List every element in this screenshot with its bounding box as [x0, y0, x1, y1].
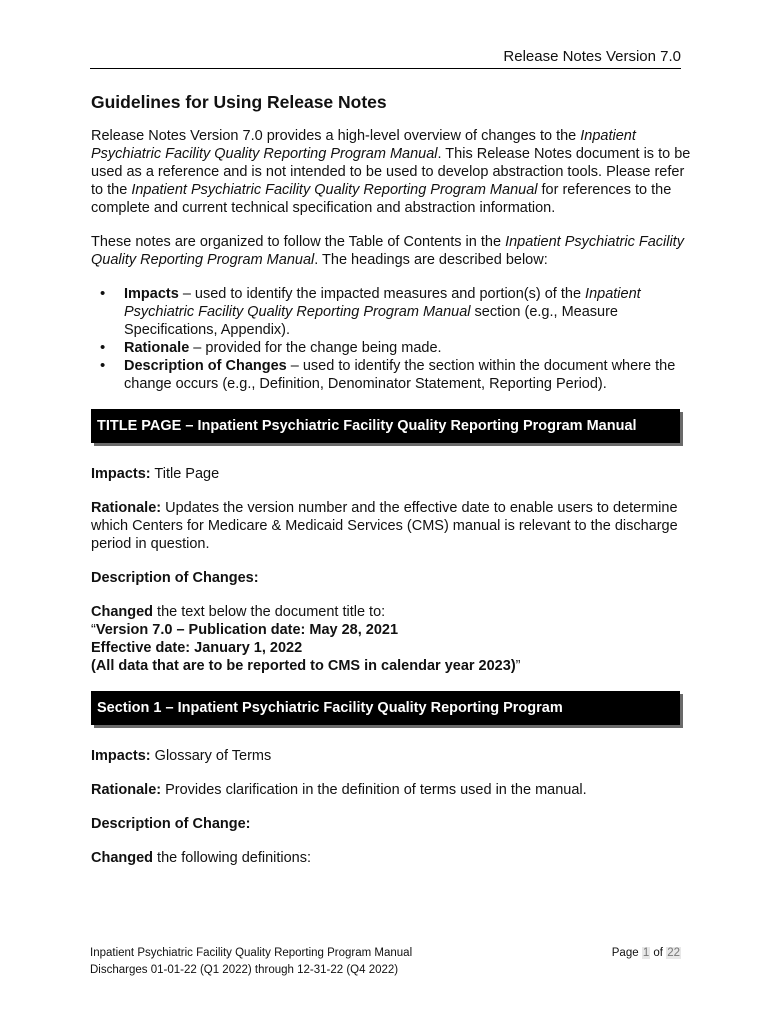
- impacts-label: Impacts:: [91, 748, 151, 764]
- section-heading-section-1: Section 1 – Inpatient Psychiatric Facility Quality Reporting Program: [91, 691, 680, 725]
- manual-title-ref: Inpatient Psychiatric Facility Quality Reporting Program Manual: [124, 286, 641, 320]
- section-1-rationale: [91, 781, 696, 799]
- changed-label: Changed: [91, 604, 154, 620]
- bullet-rationale: [91, 339, 696, 357]
- section-1-description-label: Description of Change:: [91, 816, 251, 832]
- bullet-text: – used to identify the section within the document where the change occurs (e.g., Definition, Denominator Statement, Reporting Period).: [124, 358, 676, 392]
- quote-close: ”: [515, 658, 521, 674]
- rationale-label: Rationale:: [91, 782, 162, 798]
- intro-paragraph: [91, 127, 696, 217]
- organization-paragraph: [91, 233, 696, 269]
- title-page-change-block: [91, 603, 696, 675]
- intro-text-1: Release Notes Version 7.0 provides a high-level overview of changes to the: [91, 128, 581, 144]
- bullet-term: Impacts: [124, 286, 179, 302]
- page-word: Page: [611, 947, 642, 959]
- section-heading-title-page: TITLE PAGE – Inpatient Psychiatric Facility Quality Reporting Program Manual: [91, 409, 680, 443]
- organization-text-1: These notes are organized to follow the Table of Contents in the: [91, 234, 506, 250]
- page-footer: [90, 945, 412, 979]
- manual-title-ref: Inpatient Psychiatric Facility Quality Reporting Program Manual: [91, 128, 636, 162]
- intro-text-2: . This Release Notes document is to be used as a reference and is not intended to be used to develop abstraction tools. Please refer to the: [91, 146, 691, 198]
- intro-text-3: for references to the complete and current technical specification and abstraction information.: [91, 182, 672, 216]
- rationale-value: Updates the version number and the effective date to enable users to determine which Centers for Medicare & Medicaid Services (CMS) manual is relevant to the discharge period in question.: [91, 500, 678, 552]
- manual-title-ref: Inpatient Psychiatric Facility Quality Reporting Program Manual: [131, 182, 538, 198]
- header-rule: [90, 68, 681, 69]
- changed-text: the following definitions:: [153, 850, 312, 866]
- title-page-rationale: [91, 499, 696, 553]
- bullet-text: section (e.g., Measure Specifications, Appendix).: [124, 304, 619, 338]
- reporting-year-line: (All data that are to be reported to CMS in calendar year 2023): [91, 658, 516, 674]
- section-1-impacts: [91, 747, 696, 765]
- impacts-value: Glossary of Terms: [150, 748, 272, 764]
- current-page-number: 1: [642, 947, 650, 959]
- changed-label: Changed: [91, 850, 154, 866]
- bullet-term: Rationale: [124, 340, 190, 356]
- page-title: Guidelines for Using Release Notes: [91, 92, 387, 112]
- title-page-impacts: [91, 465, 696, 483]
- organization-text-2: . The headings are described below:: [314, 252, 548, 268]
- changed-text: the text below the document title to:: [153, 604, 386, 620]
- page-number: [560, 945, 681, 962]
- title-page-description-label: Description of Changes:: [91, 570, 259, 586]
- running-header: Release Notes Version 7.0: [503, 48, 681, 65]
- rationale-value: Provides clarification in the definition of terms used in the manual.: [161, 782, 587, 798]
- bullet-impacts: [91, 285, 696, 339]
- footer-discharge-period: Discharges 01-01-22 (Q1 2022) through 12-31-22 (Q4 2022): [90, 964, 399, 976]
- bullet-description: [91, 357, 696, 393]
- effective-date-line: Effective date: January 1, 2022: [91, 640, 303, 656]
- impacts-value: Title Page: [150, 466, 220, 482]
- total-page-count: 22: [667, 947, 680, 959]
- section-1-change: [91, 849, 696, 867]
- bullet-term: Description of Changes: [124, 358, 287, 374]
- manual-title-ref: Inpatient Psychiatric Facility Quality Reporting Program Manual: [91, 234, 684, 268]
- impacts-label: Impacts:: [91, 466, 151, 482]
- page-content: [91, 91, 696, 883]
- bullet-text: – used to identify the impacted measures and portion(s) of the: [178, 286, 586, 302]
- version-line: Version 7.0 – Publication date: May 28, 2021: [95, 622, 399, 638]
- bullet-text: – provided for the change being made.: [189, 340, 442, 356]
- quote-open: “: [91, 622, 96, 638]
- rationale-label: Rationale:: [91, 500, 162, 516]
- of-word: of: [650, 947, 667, 959]
- footer-manual-name: Inpatient Psychiatric Facility Quality Reporting Program Manual: [90, 947, 413, 959]
- headings-bullet-list: [91, 285, 696, 393]
